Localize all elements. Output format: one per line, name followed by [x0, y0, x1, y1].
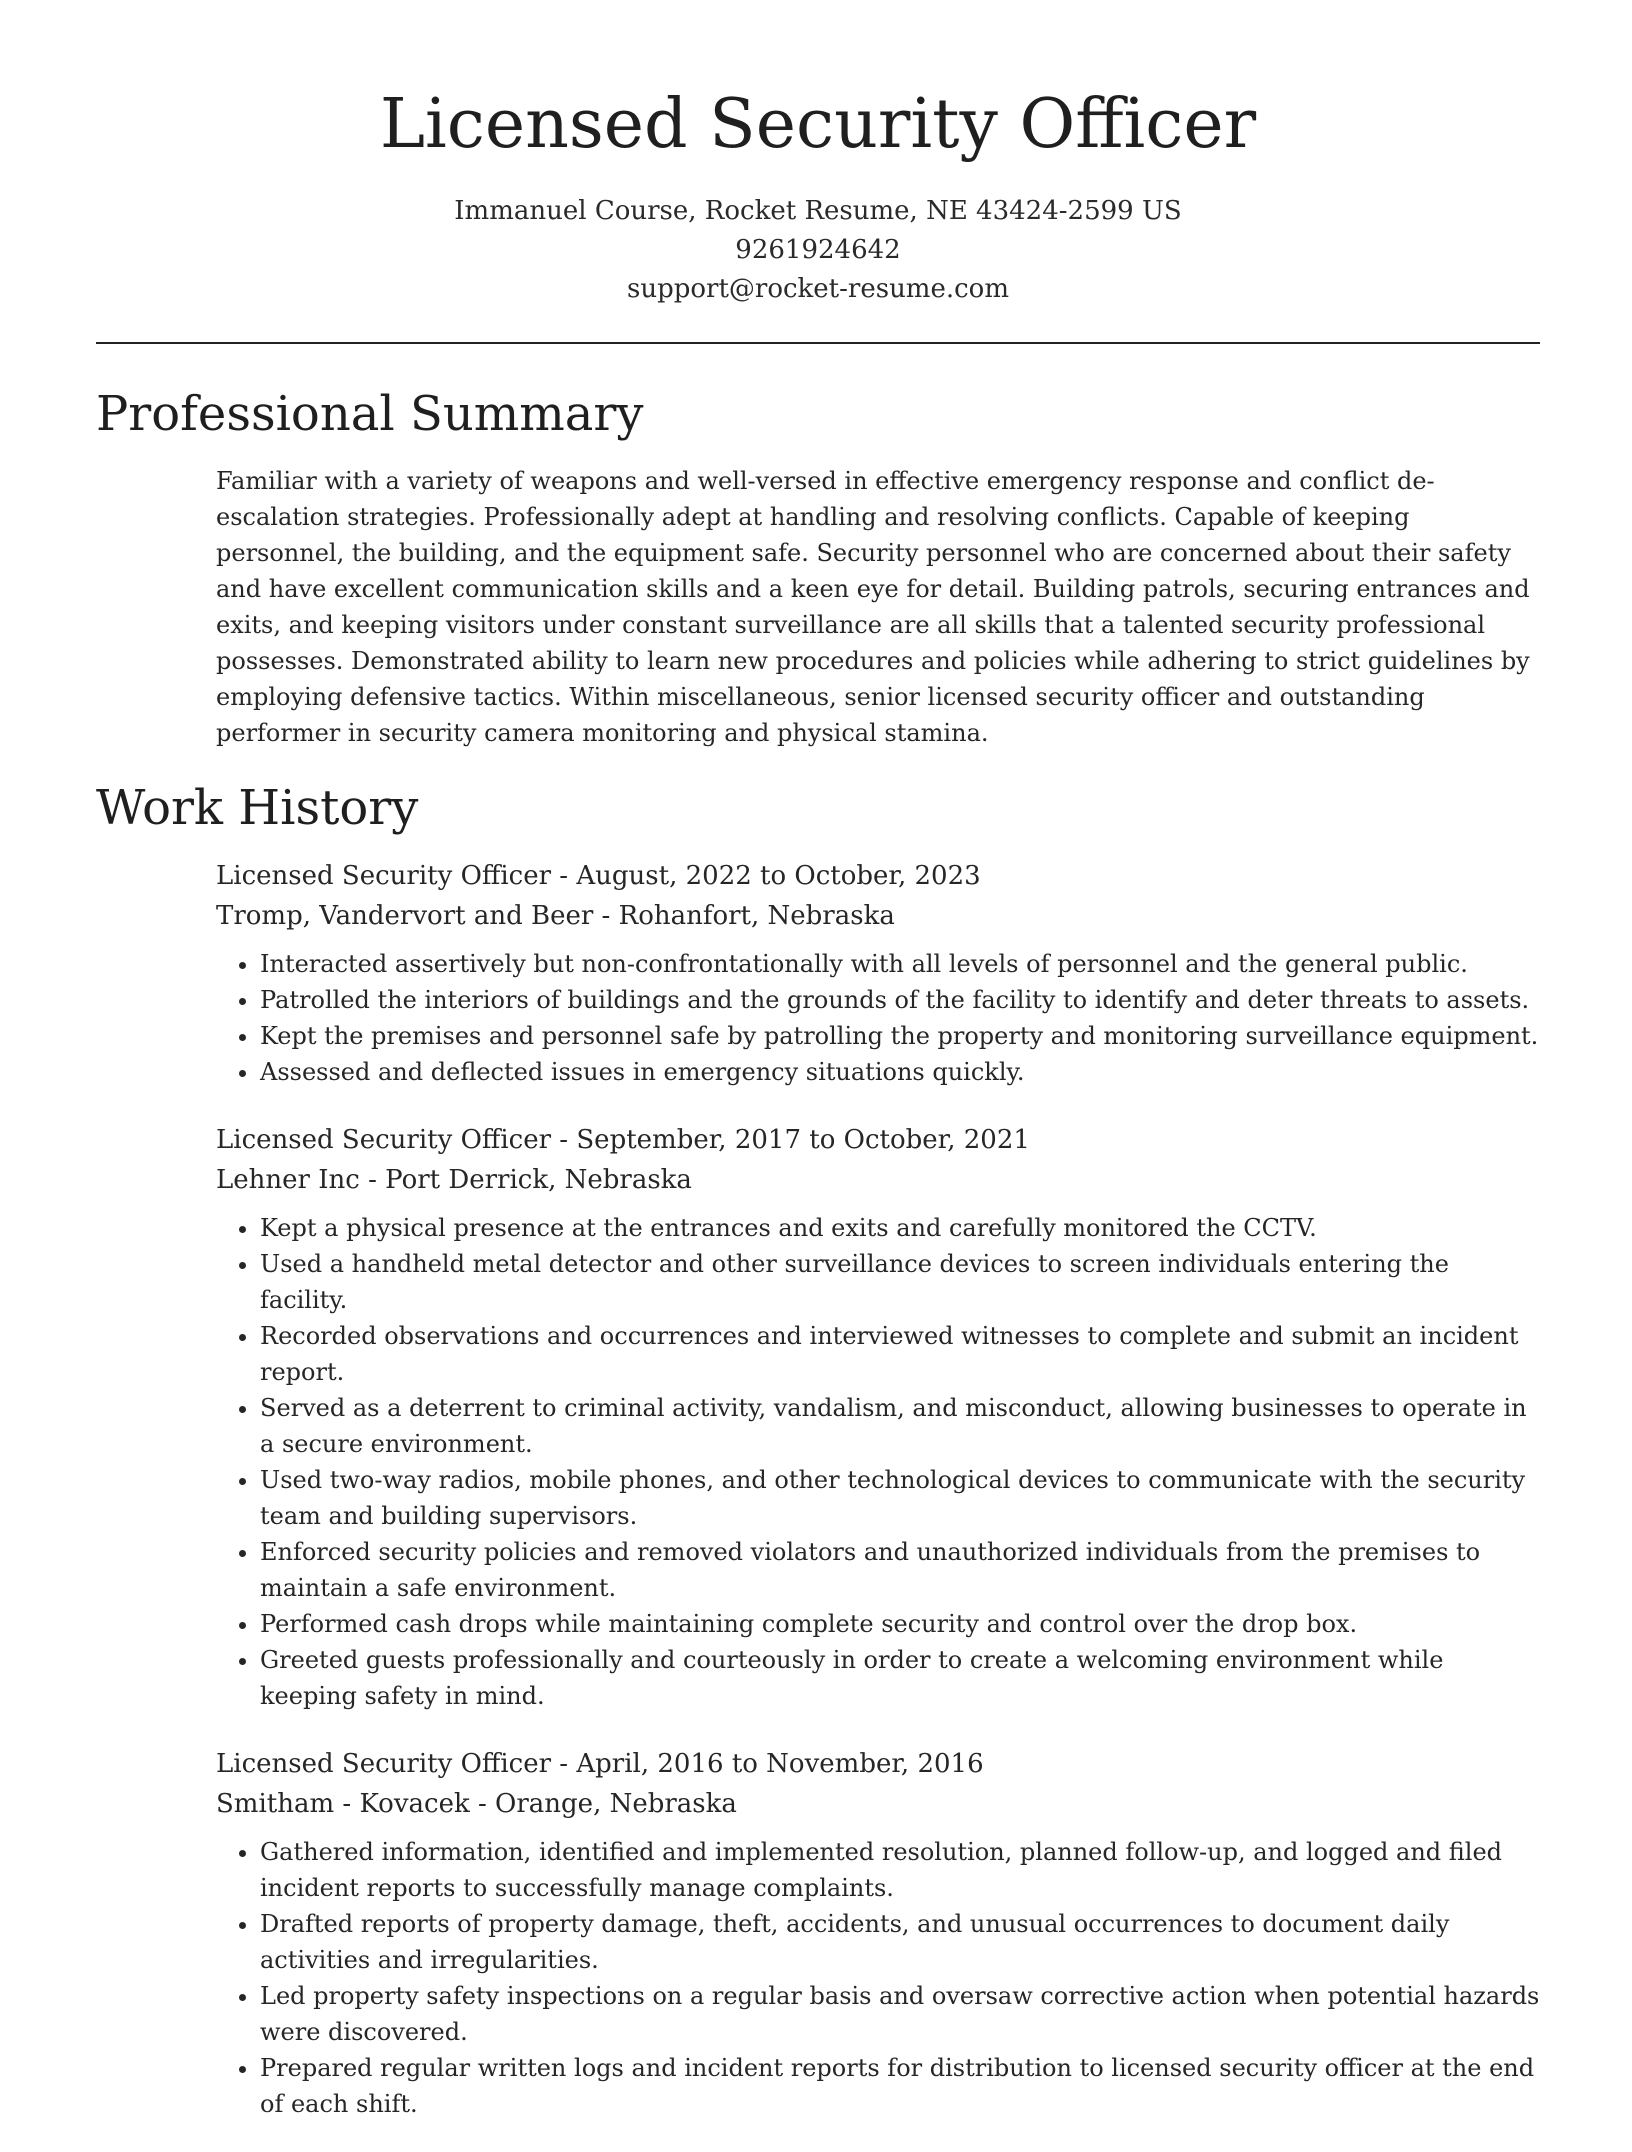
job-bullets — [216, 946, 1540, 1090]
job-bullet: • Enforced security policies and removed violators and unauthorized individuals from the premises to maintain a safe environment. — [260, 1534, 1540, 1606]
job-bullet: • Kept a physical presence at the entrances and exits and carefully monitored the CCTV. — [260, 1210, 1540, 1246]
job-title-line: Licensed Security Officer - April, 2016 to November, 2016 — [216, 1749, 984, 1779]
job-role: Licensed Security Officer — [216, 861, 552, 891]
job-bullet: • Led property safety inspections on a regular basis and oversaw corrective action when potential hazards were discovered. — [260, 1978, 1540, 2050]
job-entry — [216, 1744, 1540, 2122]
summary-heading: Professional Summary — [96, 386, 644, 442]
summary-text: Familiar with a variety of weapons and well-versed in effective emergency response and conflict de-escalation strategies. Professionally adept at handling and resolving conflicts. Capable of keeping personnel, the building, and the equipment safe. Security personnel who are concerned about their safety and have excellent communication skills and a keen eye for detail. Building patrols, securing entrances and exits, and keeping visitors under constant surveillance are all skills that a talented security professional possesses. Demonstrated ability to learn new procedures and policies while adhering to strict guidelines by employing defensive tactics. Within miscellaneous, senior licensed security officer and outstanding performer in security camera monitoring and physical stamina. — [216, 467, 1530, 747]
job-bullet: • Patrolled the interiors of buildings and the grounds of the facility to identify and deter threats to assets. — [260, 982, 1540, 1018]
job-title-line: Licensed Security Officer - August, 2022 to October, 2023 — [216, 861, 981, 891]
job-company-line: Tromp, Vandervort and Beer - Rohanfort, Nebraska — [216, 901, 895, 931]
job-role: Licensed Security Officer — [216, 1125, 552, 1155]
job-dates: September, 2017 to October, 2021 — [576, 1125, 1030, 1155]
header-divider — [96, 342, 1540, 344]
job-bullet: • Used two-way radios, mobile phones, and other technological devices to communicate with the security team and building supervisors. — [260, 1462, 1540, 1534]
job-location: Orange, Nebraska — [495, 1789, 737, 1819]
job-bullet: • Prepared regular written logs and incident reports for distribution to licensed security officer at the end of each shift. — [260, 2050, 1540, 2122]
work-history-heading: Work History — [96, 780, 419, 836]
job-bullet: • Drafted reports of property damage, theft, accidents, and unusual occurrences to document daily activities and irregularities. — [260, 1906, 1540, 1978]
job-bullet: • Recorded observations and occurrences and interviewed witnesses to complete and submit an incident report. — [260, 1318, 1540, 1390]
job-bullets — [216, 1210, 1540, 1714]
job-bullets — [216, 1834, 1540, 2122]
job-company: Lehner Inc — [216, 1165, 360, 1195]
job-bullet: • Performed cash drops while maintaining complete security and control over the drop box. — [260, 1606, 1540, 1642]
job-company: Tromp, Vandervort and Beer — [216, 901, 594, 931]
contact-info — [96, 192, 1540, 309]
job-company-line: Lehner Inc - Port Derrick, Nebraska — [216, 1165, 692, 1195]
job-bullet: • Kept the premises and personnel safe by patrolling the property and monitoring surveillance equipment. — [260, 1018, 1540, 1054]
job-company-line: Smitham - Kovacek - Orange, Nebraska — [216, 1789, 737, 1819]
contact-phone: 9261924642 — [735, 235, 901, 265]
contact-email: support@rocket-resume.com — [626, 274, 1009, 304]
job-bullet: • Assessed and deflected issues in emergency situations quickly. — [260, 1054, 1540, 1090]
job-role: Licensed Security Officer — [216, 1749, 552, 1779]
job-bullet: • Gathered information, identified and implemented resolution, planned follow-up, and logged and filed incident reports to successfully manage complaints. — [260, 1834, 1540, 1906]
job-location: Rohanfort, Nebraska — [618, 901, 895, 931]
job-dates: April, 2016 to November, 2016 — [576, 1749, 984, 1779]
job-entry — [216, 1120, 1540, 1714]
job-entry — [216, 856, 1540, 1090]
job-bullet: • Interacted assertively but non-confrontationally with all levels of personnel and the general public. — [260, 946, 1540, 982]
candidate-name: Licensed Security Officer — [379, 85, 1257, 164]
job-location: Port Derrick, Nebraska — [385, 1165, 692, 1195]
job-bullet: • Served as a deterrent to criminal activity, vandalism, and misconduct, allowing businesses to operate in a secure environment. — [260, 1390, 1540, 1462]
job-bullet: • Used a handheld metal detector and other surveillance devices to screen individuals entering the facility. — [260, 1246, 1540, 1318]
job-company: Smitham - Kovacek — [216, 1789, 470, 1819]
work-history-list — [216, 856, 1540, 2152]
job-title-line: Licensed Security Officer - September, 2017 to October, 2021 — [216, 1125, 1030, 1155]
job-bullet: • Greeted guests professionally and courteously in order to create a welcoming environment while keeping safety in mind. — [260, 1642, 1540, 1714]
contact-address: Immanuel Course, Rocket Resume, NE 43424-2599 US — [454, 196, 1182, 226]
job-dates: August, 2022 to October, 2023 — [576, 861, 981, 891]
